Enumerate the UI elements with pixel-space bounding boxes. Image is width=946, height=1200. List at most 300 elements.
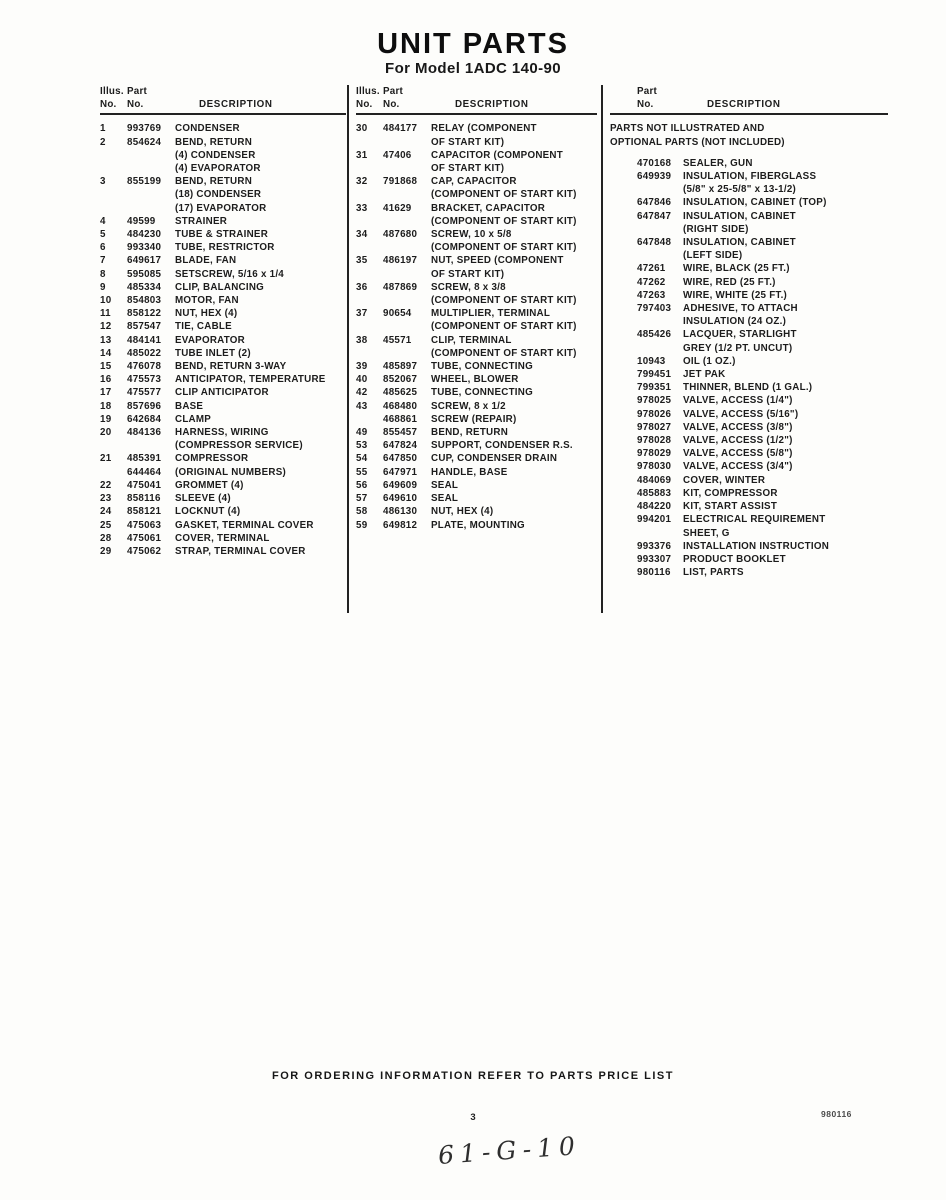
- table-row: [100, 439, 346, 452]
- part-no: 647824: [383, 440, 418, 452]
- illus-no: 3: [100, 176, 106, 188]
- part-description: GASKET, TERMINAL COVER: [175, 519, 314, 531]
- part-description: (RIGHT SIDE): [683, 223, 749, 235]
- table-row: [100, 294, 346, 307]
- part-no: 49599: [127, 215, 156, 227]
- table-row: [356, 439, 597, 452]
- illus-no: 57: [356, 493, 368, 505]
- illus-no: 10: [100, 295, 112, 307]
- table-row: [610, 249, 888, 262]
- illus-no: 12: [100, 321, 112, 333]
- table-row: [610, 342, 888, 355]
- part-no: 649812: [383, 519, 418, 531]
- illus-no: 30: [356, 123, 368, 135]
- table-row: [100, 254, 346, 267]
- illus-no: 6: [100, 242, 106, 254]
- part-description: (18) CONDENSER: [175, 189, 262, 201]
- part-description: EVAPORATOR: [175, 334, 245, 346]
- table-row: [610, 315, 888, 328]
- part-description: BEND, RETURN: [175, 136, 253, 148]
- part-description: ELECTRICAL REQUIREMENT: [683, 514, 826, 526]
- part-description: NUT, SPEED (COMPONENT: [431, 255, 564, 267]
- table-row: [356, 136, 597, 149]
- table-row: [100, 360, 346, 373]
- part-no: [127, 162, 175, 175]
- illus-no: 39: [356, 361, 368, 373]
- illus-no: 40: [356, 374, 368, 386]
- table-row: [356, 175, 597, 188]
- part-no: 475573: [127, 374, 162, 386]
- part-no: 90654: [383, 308, 412, 320]
- table-row: [356, 519, 597, 532]
- part-description: WIRE, BLACK (25 FT.): [683, 263, 790, 275]
- part-description: (COMPONENT OF START KIT): [431, 295, 577, 307]
- part-no: [383, 162, 431, 175]
- illus-no: [100, 202, 127, 215]
- table-row: [100, 149, 346, 162]
- part-description: SHEET, G: [683, 527, 730, 539]
- table-row: [610, 276, 888, 289]
- part-description: PRODUCT BOOKLET: [683, 553, 786, 565]
- part-no: 485897: [383, 361, 418, 373]
- part-no: [127, 188, 175, 201]
- illus-no: 1: [100, 123, 106, 135]
- table-row: [610, 289, 888, 302]
- part-no: 799451: [637, 369, 672, 381]
- part-no: 854624: [127, 136, 162, 148]
- illus-no: 33: [356, 202, 368, 214]
- table-row: [100, 307, 346, 320]
- part-description: THINNER, BLEND (1 GAL.): [683, 382, 813, 394]
- part-description: MULTIPLIER, TERMINAL: [431, 308, 551, 320]
- part-description: SCREW (REPAIR): [431, 413, 517, 425]
- table-row: [356, 122, 597, 135]
- part-description: CLAMP: [175, 413, 212, 425]
- part-no: 475061: [127, 532, 162, 544]
- table-row: [356, 492, 597, 505]
- part-description: GROMMET (4): [175, 479, 244, 491]
- part-description: KIT, COMPRESSOR: [683, 487, 778, 499]
- part-no: [610, 315, 683, 328]
- part-no: 485883: [637, 487, 672, 499]
- part-description: VALVE, ACCESS (3/4"): [683, 461, 793, 473]
- table-row: [356, 360, 597, 373]
- illus-no: 58: [356, 506, 368, 518]
- part-description: VALVE, ACCESS (1/4"): [683, 395, 793, 407]
- table-row: [356, 268, 597, 281]
- table-row: [356, 466, 597, 479]
- part-no: 468861: [383, 413, 418, 425]
- part-description: HANDLE, BASE: [431, 466, 508, 478]
- illus-no: 4: [100, 215, 106, 227]
- part-no: 484177: [383, 123, 418, 135]
- part-no: 485022: [127, 347, 162, 359]
- part-description: TUBE, RESTRICTOR: [175, 242, 275, 254]
- part-no: 858122: [127, 308, 162, 320]
- illus-no: [356, 241, 383, 254]
- table-row: [356, 162, 597, 175]
- header-no-label: No.: [100, 99, 117, 111]
- illus-no: 49: [356, 427, 368, 439]
- part-no: 978030: [637, 461, 672, 473]
- column-1-header: [100, 85, 346, 115]
- part-no: 799351: [637, 382, 672, 394]
- illus-no: 21: [100, 453, 112, 465]
- part-no: [383, 241, 431, 254]
- handwritten-code: 61-G-10: [437, 1131, 582, 1170]
- part-no: [127, 202, 175, 215]
- header-illus-label: Illus.: [100, 86, 124, 97]
- part-description: OF START KIT): [431, 268, 505, 280]
- illus-no: 31: [356, 149, 368, 161]
- illus-no: 28: [100, 532, 112, 544]
- part-description: OF START KIT): [431, 136, 505, 148]
- illus-no: 23: [100, 493, 112, 505]
- table-row: [356, 202, 597, 215]
- table-row: [356, 320, 597, 333]
- table-row: [356, 149, 597, 162]
- illus-no: 8: [100, 268, 106, 280]
- part-description: CLIP ANTICIPATOR: [175, 387, 269, 399]
- part-no: 854803: [127, 295, 162, 307]
- illus-no: [356, 268, 383, 281]
- part-no: 647847: [637, 210, 672, 222]
- part-description: INSULATION, CABINET: [683, 210, 796, 222]
- part-description: GREY (1/2 PT. UNCUT): [683, 342, 793, 354]
- part-no: [610, 249, 683, 262]
- part-no: 649610: [383, 493, 418, 505]
- part-no: 649617: [127, 255, 162, 267]
- part-no: [383, 347, 431, 360]
- part-description: (4) EVAPORATOR: [175, 163, 261, 175]
- illus-no: 24: [100, 506, 112, 518]
- table-row: [356, 334, 597, 347]
- table-row: [100, 188, 346, 201]
- table-row: [610, 302, 888, 315]
- ordering-note: FOR ORDERING INFORMATION REFER TO PARTS PRICE LIST: [272, 1070, 674, 1082]
- illus-no: [356, 136, 383, 149]
- table-row: [610, 381, 888, 394]
- table-row: [356, 228, 597, 241]
- part-description: (5/8" x 25-5/8" x 13-1/2): [683, 184, 797, 196]
- part-no: 47261: [637, 263, 666, 275]
- part-description: SETSCREW, 5/16 x 1/4: [175, 268, 285, 280]
- header-no-label: No.: [356, 99, 373, 111]
- table-row: [100, 373, 346, 386]
- header-description-label: DESCRIPTION: [199, 99, 273, 111]
- part-no: 487680: [383, 229, 418, 241]
- part-no: 595085: [127, 268, 162, 280]
- illus-no: [356, 294, 383, 307]
- part-no: 978028: [637, 435, 672, 447]
- part-no: [610, 527, 683, 540]
- illus-no: 20: [100, 427, 112, 439]
- part-no: 994201: [637, 514, 672, 526]
- illus-no: 35: [356, 255, 368, 267]
- part-no: 980116: [637, 567, 671, 579]
- part-description: SLEEVE (4): [175, 493, 231, 505]
- table-row: [356, 413, 597, 426]
- part-no: [383, 215, 431, 228]
- table-row: [356, 386, 597, 399]
- illus-no: 43: [356, 400, 368, 412]
- illus-no: [100, 162, 127, 175]
- part-description: BEND, RETURN 3-WAY: [175, 361, 287, 373]
- table-row: [100, 505, 346, 518]
- illus-no: 2: [100, 136, 106, 148]
- part-no: 10943: [637, 355, 666, 367]
- table-row: [100, 400, 346, 413]
- part-description: VALVE, ACCESS (3/8"): [683, 421, 793, 433]
- illus-no: [100, 149, 127, 162]
- part-no: 993307: [637, 553, 672, 565]
- table-row: [100, 479, 346, 492]
- table-row: [610, 355, 888, 368]
- column-3-header: [610, 85, 888, 115]
- part-description: CLIP, BALANCING: [175, 281, 265, 293]
- illus-no: 14: [100, 347, 112, 359]
- part-no: 852067: [383, 374, 418, 386]
- part-description: (COMPONENT OF START KIT): [431, 347, 577, 359]
- part-no: 649939: [637, 171, 672, 183]
- table-row: [610, 183, 888, 196]
- illus-no: 34: [356, 229, 368, 241]
- part-no: 45571: [383, 334, 412, 346]
- illus-no: 5: [100, 229, 106, 241]
- part-description: VALVE, ACCESS (5/8"): [683, 448, 793, 460]
- part-no: [383, 294, 431, 307]
- table-row: [610, 447, 888, 460]
- table-row: [610, 434, 888, 447]
- illus-no: 54: [356, 453, 368, 465]
- table-row: [100, 334, 346, 347]
- part-no: 993340: [127, 242, 162, 254]
- part-no: 644464: [127, 466, 162, 478]
- illus-no: 56: [356, 479, 368, 491]
- table-row: [100, 347, 346, 360]
- part-description: INSULATION (24 OZ.): [683, 316, 787, 328]
- table-row: [100, 241, 346, 254]
- illus-no: 38: [356, 334, 368, 346]
- part-no: 855457: [383, 427, 418, 439]
- part-description: SEAL: [431, 479, 459, 491]
- illus-no: [356, 320, 383, 333]
- part-description: OF START KIT): [431, 163, 505, 175]
- part-description: COVER, TERMINAL: [175, 532, 270, 544]
- table-row: [100, 281, 346, 294]
- table-row: [610, 223, 888, 236]
- part-no: [610, 183, 683, 196]
- illus-no: 55: [356, 466, 368, 478]
- part-description: (COMPONENT OF START KIT): [431, 189, 577, 201]
- part-description: COVER, WINTER: [683, 474, 766, 486]
- column-divider-2: [601, 85, 603, 613]
- part-no: [383, 188, 431, 201]
- part-no: 484141: [127, 334, 162, 346]
- part-description: VALVE, ACCESS (5/16"): [683, 408, 799, 420]
- part-no: 486197: [383, 255, 418, 267]
- part-description: LOCKNUT (4): [175, 506, 241, 518]
- table-row: [356, 281, 597, 294]
- table-row: [100, 215, 346, 228]
- part-description: CONDENSER: [175, 123, 240, 135]
- table-row: [610, 262, 888, 275]
- table-row: [356, 400, 597, 413]
- table-row: [610, 408, 888, 421]
- part-no: 642684: [127, 413, 162, 425]
- illus-no: 13: [100, 334, 112, 346]
- part-description: CAP, CAPACITOR: [431, 176, 517, 188]
- table-row: [100, 386, 346, 399]
- table-row: [610, 500, 888, 513]
- part-description: (LEFT SIDE): [683, 250, 743, 262]
- table-row: [610, 460, 888, 473]
- part-description: JET PAK: [683, 369, 726, 381]
- table-row: [100, 228, 346, 241]
- illus-no: 19: [100, 413, 112, 425]
- part-description: TUBE, CONNECTING: [431, 361, 533, 373]
- part-description: BASE: [175, 400, 204, 412]
- illus-no: [100, 439, 127, 452]
- table-row: [610, 487, 888, 500]
- illus-no: 16: [100, 374, 112, 386]
- table-row: [100, 452, 346, 465]
- part-no: 475577: [127, 387, 162, 399]
- table-row: [610, 394, 888, 407]
- part-description: SUPPORT, CONDENSER R.S.: [431, 440, 573, 452]
- table-row: [100, 492, 346, 505]
- table-row: [100, 466, 346, 479]
- illus-no: [100, 188, 127, 201]
- part-no: 791868: [383, 176, 418, 188]
- part-description: STRAP, TERMINAL COVER: [175, 545, 306, 557]
- part-no: 978026: [637, 408, 672, 420]
- illus-no: 32: [356, 176, 368, 188]
- page-number: 3: [470, 1112, 476, 1123]
- part-no: 470168: [637, 157, 672, 169]
- part-no: 978025: [637, 395, 672, 407]
- part-description: BLADE, FAN: [175, 255, 237, 267]
- not-illustrated-heading: [610, 122, 888, 148]
- part-no: 484069: [637, 474, 672, 486]
- part-no: [383, 320, 431, 333]
- part-no: 41629: [383, 202, 412, 214]
- table-row: [610, 540, 888, 553]
- header-illus-label: Illus.: [356, 86, 380, 97]
- part-description: (COMPRESSOR SERVICE): [175, 440, 303, 452]
- header-description-label: DESCRIPTION: [707, 99, 781, 111]
- header-part-label: Part: [637, 86, 658, 97]
- part-no: 485334: [127, 281, 162, 293]
- illus-no: [356, 215, 383, 228]
- parts-column-1: [100, 85, 346, 558]
- illus-no: [356, 162, 383, 175]
- table-row: [356, 505, 597, 518]
- part-no: 485426: [637, 329, 672, 341]
- table-row: [100, 320, 346, 333]
- part-description: INSULATION, FIBERGLASS: [683, 171, 817, 183]
- table-row: [100, 162, 346, 175]
- part-no: 468480: [383, 400, 418, 412]
- table-row: [356, 347, 597, 360]
- part-description: TIE, CABLE: [175, 321, 232, 333]
- part-no: 855199: [127, 176, 162, 188]
- part-description: MOTOR, FAN: [175, 295, 239, 307]
- part-description: WIRE, RED (25 FT.): [683, 276, 776, 288]
- table-row: [356, 241, 597, 254]
- part-no: 857696: [127, 400, 162, 412]
- part-no: [383, 136, 431, 149]
- header-no-label: No.: [637, 99, 654, 111]
- part-description: TUBE INLET (2): [175, 347, 251, 359]
- illus-no: 36: [356, 281, 368, 293]
- part-description: NUT, HEX (4): [175, 308, 238, 320]
- part-description: CAPACITOR (COMPONENT: [431, 149, 563, 161]
- part-description: RELAY (COMPONENT: [431, 123, 537, 135]
- part-description: SCREW, 8 x 3/8: [431, 281, 506, 293]
- part-description: WHEEL, BLOWER: [431, 374, 519, 386]
- part-no: 475041: [127, 479, 162, 491]
- table-row: [610, 196, 888, 209]
- part-description: WIRE, WHITE (25 FT.): [683, 289, 788, 301]
- header-part-label: Part: [383, 86, 404, 97]
- table-row: [356, 452, 597, 465]
- table-row: [610, 566, 888, 579]
- table-row: [100, 122, 346, 135]
- part-no: 476078: [127, 361, 162, 373]
- part-description: LIST, PARTS: [683, 567, 744, 579]
- illus-no: 11: [100, 308, 111, 320]
- part-no: 978027: [637, 421, 672, 433]
- column-2-rows: [356, 122, 597, 531]
- part-no: 647850: [383, 453, 418, 465]
- illus-no: 29: [100, 545, 112, 557]
- part-no: 487869: [383, 281, 418, 293]
- part-no: 858116: [127, 493, 161, 505]
- header-no-label: No.: [383, 99, 400, 111]
- part-no: 47262: [637, 276, 666, 288]
- part-no: 647846: [637, 197, 672, 209]
- part-description: (17) EVAPORATOR: [175, 202, 267, 214]
- part-description: PLATE, MOUNTING: [431, 519, 525, 531]
- part-description: VALVE, ACCESS (1/2"): [683, 435, 793, 447]
- illus-no: 37: [356, 308, 368, 320]
- table-row: [610, 210, 888, 223]
- table-row: [100, 136, 346, 149]
- part-description: CUP, CONDENSER DRAIN: [431, 453, 558, 465]
- page-title: UNIT PARTS: [377, 28, 569, 60]
- table-row: [100, 413, 346, 426]
- part-description: BEND, RETURN: [431, 427, 509, 439]
- column-divider-1: [347, 85, 349, 613]
- header-no-label: No.: [127, 99, 144, 111]
- header-part-label: Part: [127, 86, 148, 97]
- part-description: NUT, HEX (4): [431, 506, 494, 518]
- illus-no: 42: [356, 387, 368, 399]
- part-no: 475063: [127, 519, 162, 531]
- table-row: [356, 479, 597, 492]
- part-description: OIL (1 OZ.): [683, 355, 736, 367]
- part-description: KIT, START ASSIST: [683, 501, 778, 513]
- part-description: SEAL: [431, 493, 459, 505]
- part-description: LACQUER, STARLIGHT: [683, 329, 797, 341]
- part-description: ADHESIVE, TO ATTACH: [683, 303, 798, 315]
- illus-no: 17: [100, 387, 112, 399]
- part-no: 647971: [383, 466, 418, 478]
- part-no: 47406: [383, 149, 412, 161]
- table-row: [100, 519, 346, 532]
- table-row: [610, 170, 888, 183]
